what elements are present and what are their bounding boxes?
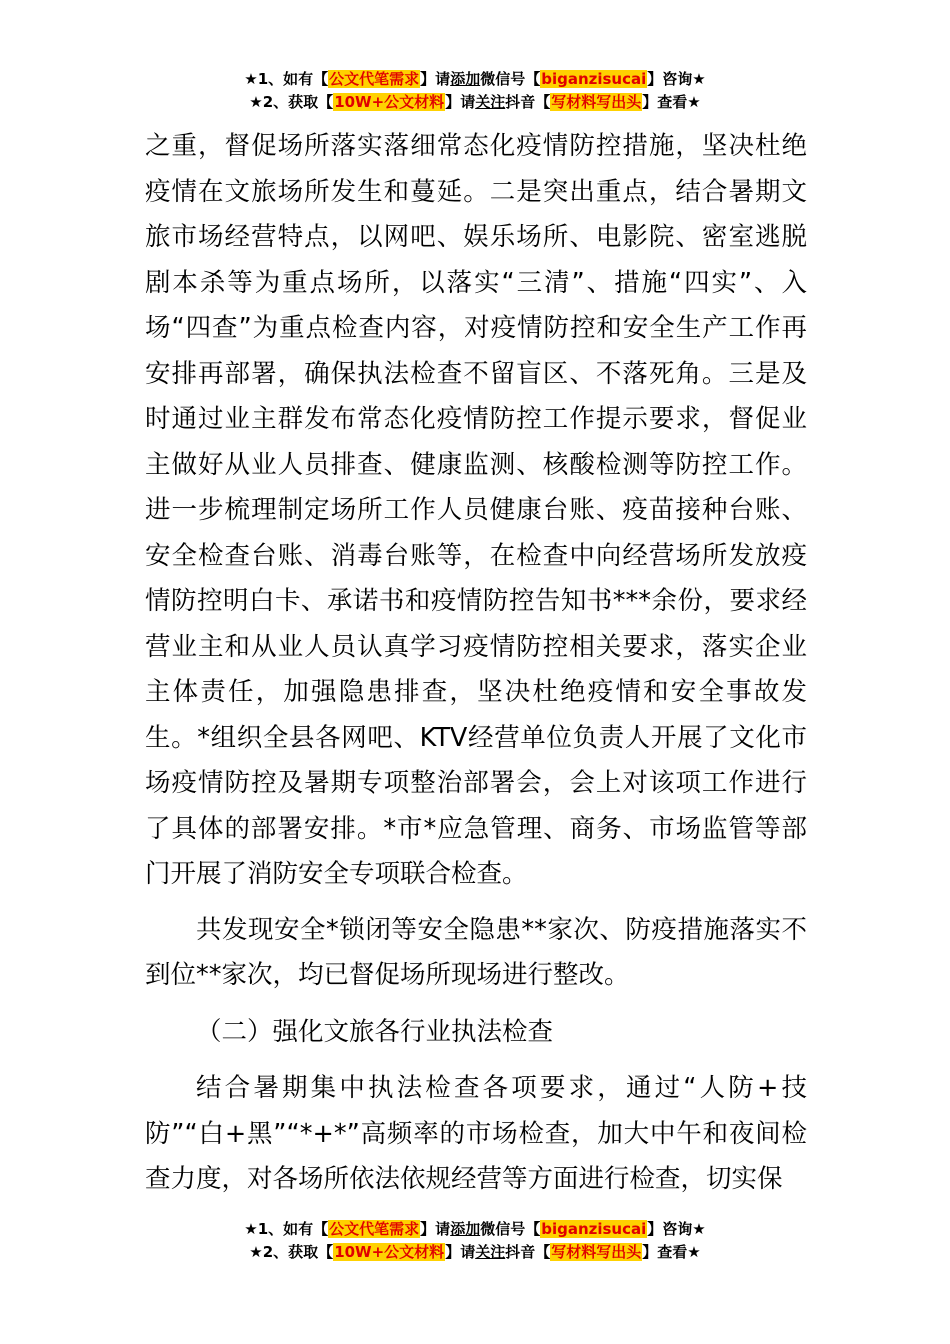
- highlight-wechat-id: biganzisucai: [541, 70, 647, 88]
- highlight-douyin-account: 写材料写出头: [551, 1243, 642, 1261]
- document-body: [145, 124, 807, 1203]
- section-heading: （二）强化文旅各行业执法检查: [196, 1016, 554, 1047]
- banner-line-2: ★2、获取【10W+公文材料】请关注抖音【写材料写出头】查看★: [249, 1243, 701, 1261]
- banner-line-1: ★1、如有【公文代笔需求】请添加微信号【biganzisucai】咨询★: [244, 70, 706, 88]
- paragraph-inspection: 结合暑期集中执法检查各项要求，通过“人防+技防”“白+黑”“*+*”高频率的市场检查，加大中午和夜间检查力度，对各场所依法依规经营等方面进行检查，切实保: [145, 1073, 807, 1194]
- paragraph-findings: 共发现安全*锁闭等安全隐患**家次、防疫措施落实不到位**家次，均已督促场所现场进行整改。: [145, 914, 807, 990]
- highlight-wechat-id: biganzisucai: [541, 1220, 647, 1238]
- highlight-service: 公文代笔需求: [329, 1220, 420, 1238]
- banner-line-1: ★1、如有【公文代笔需求】请添加微信号【biganzisucai】咨询★: [244, 1220, 706, 1238]
- highlight-materials: 10W+公文材料: [334, 93, 445, 111]
- highlight-materials: 10W+公文材料: [334, 1243, 445, 1261]
- paragraph-continued: 之重，督促场所落实落细常态化疫情防控措施，坚决杜绝疫情在文旅场所发生和蔓延。二是突出重点，结合暑期文旅市场经营特点，以网吧、娱乐场所、电影院、密室逃脱剧本杀等为重点场所，以落实“三清”、措施“四实”、入场“四查”为重点检查内容，对疫情防控和安全生产工作再安排再部署，确保执法检查不留盲区、不落死角。三是及时通过业主群发布常态化疫情防控工作提示要求，督促业主做好从业人员排查、健康监测、核酸检测等防控工作。进一步梳理制定场所工作人员健康台账、疫苗接种台账、安全检查台账、消毒台账等，在检查中向经营场所发放疫情防控明白卡、承诺书和疫情防控告知书***余份，要求经营业主和从业人员认真学习疫情防控相关要求，落实企业主体责任，加强隐患排查，坚决杜绝疫情和安全事故发生。*组织全县各网吧、KTV经营单位负责人开展了文化市场疫情防控及暑期专项整治部署会，会上对该项工作进行了具体的部署安排。*市*应急管理、商务、市场监管等部门开展了消防安全专项联合检查。: [145, 131, 807, 889]
- highlight-douyin-account: 写材料写出头: [551, 93, 642, 111]
- header-banner: [0, 68, 950, 114]
- banner-line-2: ★2、获取【10W+公文材料】请关注抖音【写材料写出头】查看★: [249, 93, 701, 111]
- footer-banner: [0, 1218, 950, 1264]
- highlight-service: 公文代笔需求: [329, 70, 420, 88]
